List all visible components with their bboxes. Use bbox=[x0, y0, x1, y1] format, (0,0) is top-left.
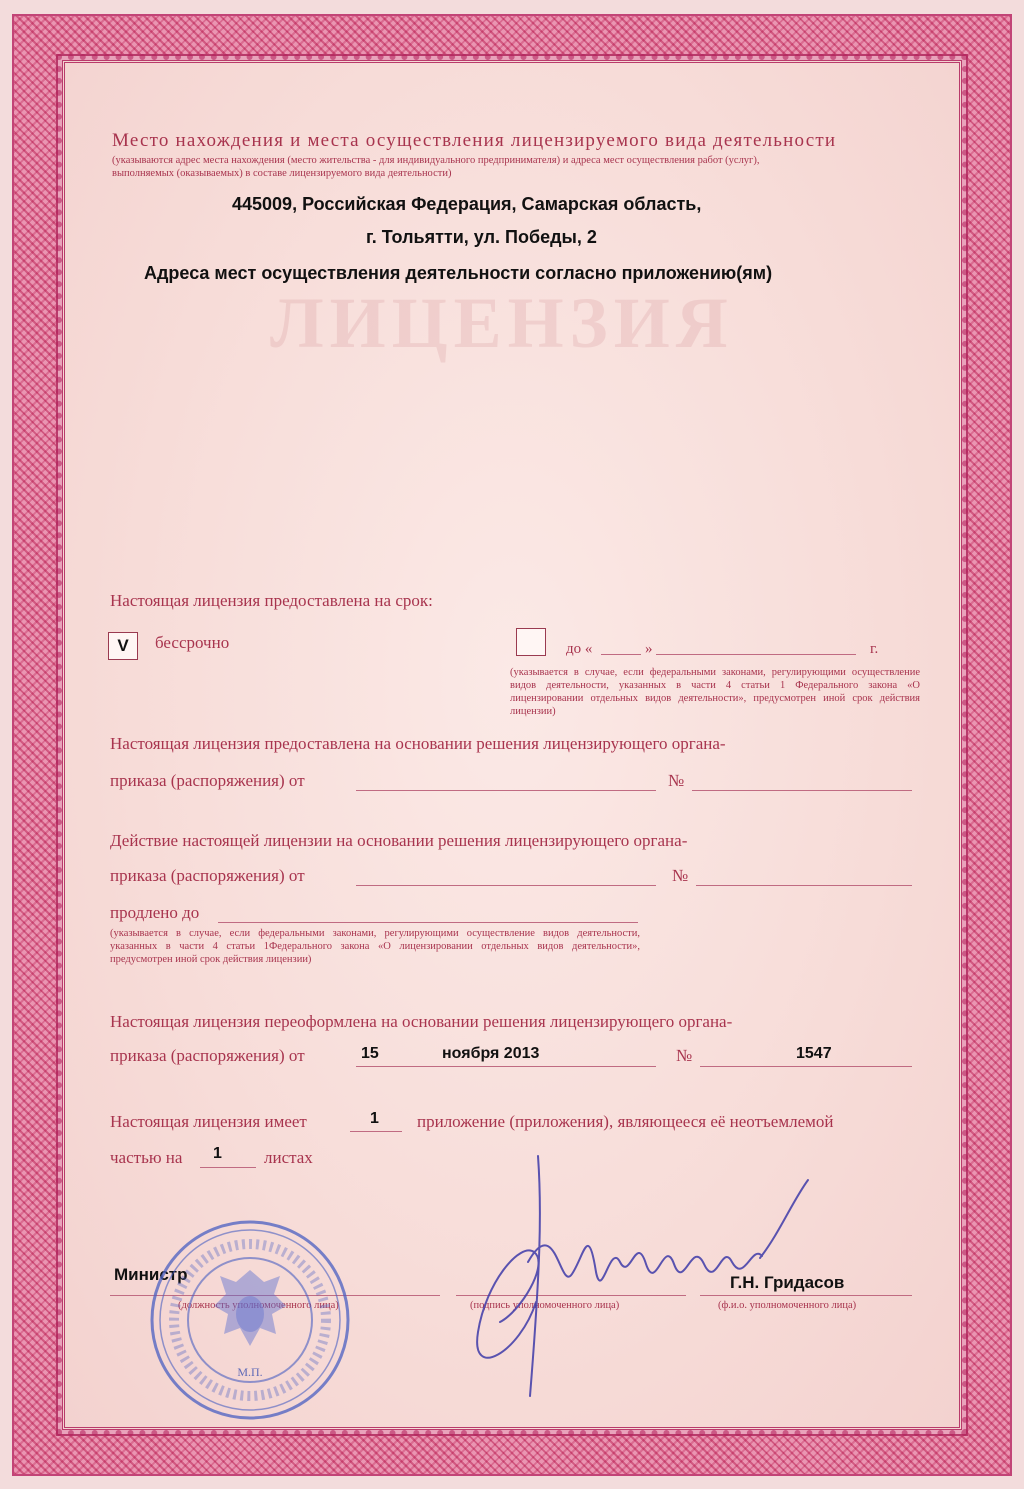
section-title: Место нахождения и места осуществления лицензируемого вида деятельности bbox=[112, 130, 837, 151]
basis-date-line bbox=[356, 790, 656, 791]
basis-number-sign: № bbox=[668, 771, 685, 790]
extension-date-line bbox=[356, 885, 656, 886]
header-hint-2: выполняемых (оказываемых) в составе лицензируемого вида деятельности) bbox=[112, 168, 452, 179]
appendix-middle: приложение (приложения), являющееся её неотъемлемой bbox=[417, 1112, 834, 1131]
header-hint-1: (указываются адрес места нахождения (место жительства - для индивидуального предпринимателя) и адреса мест осуществления работ (услуг), bbox=[112, 155, 760, 166]
signature-caption: (подпись уполномоченного лица) bbox=[470, 1300, 620, 1311]
position-caption: (должность уполномоченного лица) bbox=[178, 1300, 339, 1311]
extension-line-1: Действие настоящей лицензии на основании решения лицензирующего органа- bbox=[110, 831, 688, 850]
appendix-sheets: 1 bbox=[213, 1145, 222, 1162]
extension-number-line bbox=[696, 885, 912, 886]
basis-number-line bbox=[692, 790, 912, 791]
perpetual-label: бессрочно bbox=[155, 633, 230, 652]
basis-line-1: Настоящая лицензия предоставлена на основании решения лицензирующего органа- bbox=[110, 734, 726, 753]
until-prefix: до « bbox=[566, 641, 593, 657]
watermark-pattern: ЛИЦЕНЗИЯ bbox=[270, 283, 734, 363]
address-line-2: г. Тольятти, ул. Победы, 2 bbox=[366, 227, 597, 247]
extension-hint: (указывается в случае, если федеральными законами, регулирующими осуществление видов деятельности, указанных в части 4 статьи 1Федерального закона «О лицензировании отдельных видов деятельности», предусмотрен иной срок действия лицензии) bbox=[110, 928, 640, 965]
extended-label: продлено до bbox=[110, 903, 200, 922]
reissue-date-line bbox=[356, 1066, 656, 1067]
appendix-line2-suffix: листах bbox=[264, 1148, 313, 1167]
handwritten-signature bbox=[460, 1152, 820, 1402]
seal-mark: М.П. bbox=[237, 1365, 263, 1379]
address-line-3: Адреса мест осуществления деятельности согласно приложению(ям) bbox=[144, 263, 773, 283]
appendix-prefix: Настоящая лицензия имеет bbox=[110, 1112, 307, 1131]
until-hint: (указывается в случае, если федеральными законами, регулирующими осуществление видов деятельности, указанных в части 4 статьи 1 Федерального закона «О лицензировании отдельных видов деятельности», предусмотрен иной срок действия лицензии) bbox=[510, 667, 920, 717]
reissue-month-year: ноября 2013 bbox=[442, 1045, 540, 1062]
reissue-line-1: Настоящая лицензия переоформлена на основании решения лицензирующего органа- bbox=[110, 1012, 733, 1031]
until-mid: » bbox=[645, 641, 653, 657]
until-date-line bbox=[656, 654, 856, 655]
until-checkbox[interactable] bbox=[516, 628, 546, 656]
reissue-number-sign: № bbox=[676, 1046, 693, 1065]
extended-date-line bbox=[218, 922, 638, 923]
official-seal bbox=[148, 1218, 352, 1422]
extension-line-2: приказа (распоряжения) от bbox=[110, 866, 305, 885]
reissue-number: 1547 bbox=[796, 1045, 832, 1062]
reissue-number-line bbox=[700, 1066, 912, 1067]
signatory-name: Г.Н. Гридасов bbox=[730, 1273, 845, 1292]
signatory-position: Министр bbox=[114, 1265, 188, 1284]
appendix-line2-prefix: частью на bbox=[110, 1148, 183, 1167]
term-label: Настоящая лицензия предоставлена на срок: bbox=[110, 591, 433, 610]
reissue-line-2: приказа (распоряжения) от bbox=[110, 1046, 305, 1065]
extension-number-sign: № bbox=[672, 866, 689, 885]
perpetual-checkbox[interactable]: V bbox=[108, 632, 138, 660]
basis-line-2: приказа (распоряжения) от bbox=[110, 771, 305, 790]
until-suffix: г. bbox=[870, 641, 879, 657]
appendix-sheets-line bbox=[200, 1167, 256, 1168]
appendix-count-line bbox=[350, 1131, 402, 1132]
reissue-day: 15 bbox=[361, 1045, 379, 1062]
appendix-count: 1 bbox=[370, 1110, 379, 1127]
name-caption: (ф.и.о. уполномоченного лица) bbox=[718, 1300, 857, 1311]
until-day-line bbox=[601, 654, 641, 655]
address-line-1: 445009, Российская Федерация, Самарская область, bbox=[232, 194, 702, 214]
